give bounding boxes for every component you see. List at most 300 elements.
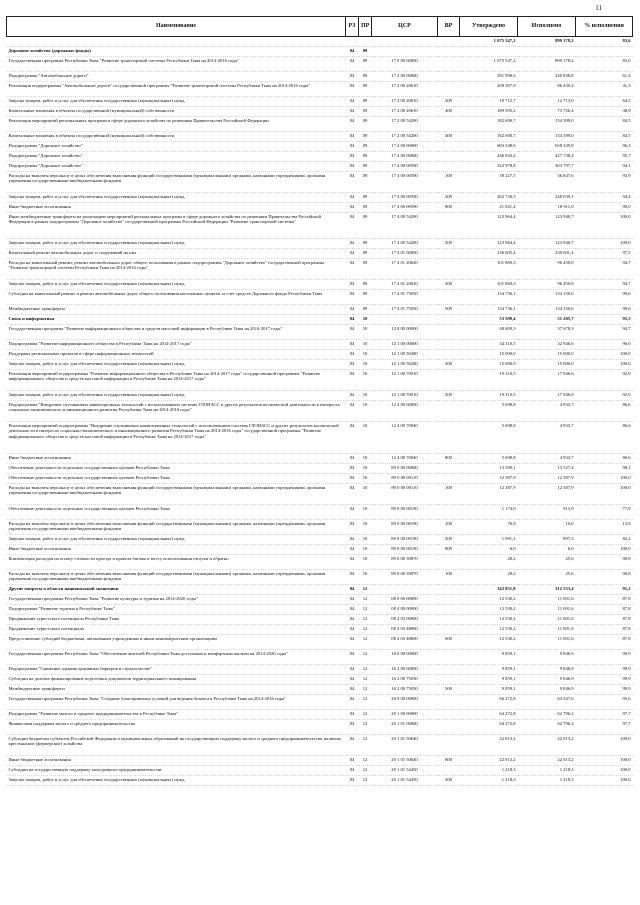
cell-pr: 10: [359, 484, 372, 505]
cell-approved: 22 013,2: [460, 756, 518, 766]
cell-pr: 10: [359, 535, 372, 545]
cell-percent: 95,5: [576, 315, 633, 325]
cell-pr: 12: [359, 735, 372, 756]
cell-rz: 04: [346, 315, 359, 325]
cell-approved: 34 310,5: [460, 340, 518, 350]
cell-csr: 17 2 00 20610: [372, 82, 438, 97]
cell-pr: 09: [359, 290, 372, 305]
table-row: [7, 625, 633, 635]
cell-rz: 04: [346, 360, 359, 370]
table-row: [7, 213, 633, 239]
cell-approved: 123 964,4: [460, 239, 518, 249]
cell-pr: 10: [359, 422, 372, 454]
cell-executed: 32 946,6: [518, 340, 576, 350]
cell-csr: 08 4 03 48800: [372, 635, 438, 650]
cell-rz: 04: [346, 710, 359, 720]
cell-approved: 5 698,8: [460, 401, 518, 422]
cell-percent: 94,1: [576, 162, 633, 172]
cell-rz: 04: [346, 117, 359, 132]
cell-csr: 12 1 00 50280: [372, 360, 438, 370]
cell-executed: 12 387,9: [518, 474, 576, 484]
table-row: [7, 193, 633, 203]
cell-vr: [438, 57, 460, 72]
table-row: [7, 107, 633, 117]
cell-executed: 240 838,8: [518, 72, 576, 82]
cell-vr: [438, 350, 460, 360]
cell-percent: 99,6: [576, 305, 633, 315]
cell-pr: 10: [359, 315, 372, 325]
cell-vr: 800: [438, 454, 460, 464]
cell-approved: 12 387,9: [460, 474, 518, 484]
cell-executed: 4 933,7: [518, 454, 576, 464]
cell-csr: 89 0 00 39870: [372, 570, 438, 585]
cell-executed: 11 001,6: [518, 625, 576, 635]
cell-name: Другие вопросы в области национальной экономики: [7, 585, 346, 595]
cell-rz: 04: [346, 340, 359, 350]
cell-approved: 9 859,1: [460, 665, 518, 675]
cell-executed: 123 940,7: [518, 213, 576, 239]
cell-approved: 1 091,1: [460, 535, 518, 545]
cell-executed: 96 450,8: [518, 280, 576, 290]
cell-pr: 09: [359, 57, 372, 72]
cell-percent: 96,0: [576, 340, 633, 350]
cell-percent: 87,8: [576, 605, 633, 615]
cell-percent: 98,1: [576, 464, 633, 474]
cell-rz: 04: [346, 474, 359, 484]
cell-approved: 64 272,8: [460, 720, 518, 735]
cell-executed: 36 847,6: [518, 172, 576, 193]
cell-vr: [438, 735, 460, 756]
cell-csr: 17 4 01 20620: [372, 280, 438, 290]
cell-csr: 17 4 01 20620: [372, 259, 438, 280]
cell-percent: 96,3: [576, 142, 633, 152]
cell-rz: 04: [346, 325, 359, 340]
table-row: [7, 239, 633, 249]
cell-approved: 209 307,9: [460, 82, 518, 97]
cell-pr: 10: [359, 401, 372, 422]
cell-pr: 10: [359, 464, 372, 474]
cell-vr: [438, 720, 460, 735]
cell-percent: 94,7: [576, 259, 633, 280]
cell-pr: 10: [359, 520, 372, 535]
table-row: [7, 505, 633, 520]
cell-csr: 17 4 00 00000: [372, 152, 438, 162]
cell-percent: 99,9: [576, 650, 633, 665]
cell-name: Расходы на выплаты персоналу в целях обеспечения выполнения функций государственными (муниципальными) органами, казенными учреждениями, органами управления государственными внебюджетными фондами: [7, 172, 346, 193]
cell-approved: 12 530,2: [460, 605, 518, 615]
cell-pr: 10: [359, 391, 372, 401]
cell-executed: 11 001,6: [518, 595, 576, 605]
cell-executed: 25,6: [518, 555, 576, 570]
cell-approved: 1 075 547,2: [460, 57, 518, 72]
cell-name: Поддержка региональных проектов в сфере информационных технологий: [7, 350, 346, 360]
cell-rz: 04: [346, 766, 359, 776]
cell-csr: 89 0 00 00190: [372, 545, 438, 555]
cell-executed: [518, 47, 576, 57]
cell-csr: 17 2 00 54200: [372, 117, 438, 132]
cell-vr: 100: [438, 520, 460, 535]
cell-pr: 12: [359, 635, 372, 650]
cell-pr: 09: [359, 47, 372, 57]
cell-csr: [372, 585, 438, 595]
cell-rz: 04: [346, 555, 359, 570]
cell-rz: 04: [346, 249, 359, 259]
cell-name: Субсидии бюджетам субъектов Российской Федерации и муниципальных образований на государственную поддержку малого и среднего предпринимательства, включая крестьянские (фермерские) хозяйства: [7, 735, 346, 756]
cell-percent: 100,0: [576, 484, 633, 505]
cell-percent: 99,9: [576, 665, 633, 675]
table-row: [7, 520, 633, 535]
cell-rz: 04: [346, 685, 359, 695]
cell-name: Государственная программа "Развитие информационного общества и средств массовой информации в Республике Тыва на 2014-2017 годы": [7, 325, 346, 340]
cell-percent: 38,9: [576, 107, 633, 117]
cell-percent: 94,7: [576, 280, 633, 290]
cell-executed: 51 205,7: [518, 315, 576, 325]
cell-executed: 134 150,6: [518, 305, 576, 315]
cell-vr: [438, 370, 460, 391]
cell-csr: 17 4 00 00590: [372, 203, 438, 213]
cell-pr: 10: [359, 454, 372, 464]
cell-executed: 154 399,0: [518, 132, 576, 142]
table-row: [7, 735, 633, 756]
table-row: [7, 117, 633, 132]
cell-percent: 99,9: [576, 685, 633, 695]
cell-name: Дорожное хозяйство (дорожные фонды): [7, 47, 346, 57]
cell-pr: 09: [359, 172, 372, 193]
cell-rz: 04: [346, 47, 359, 57]
cell-rz: 04: [346, 280, 359, 290]
cell-csr: 08 4 03 48800: [372, 625, 438, 635]
cell-percent: 97,7: [576, 720, 633, 735]
cell-csr: 16 2 00 75030: [372, 685, 438, 695]
cell-rz: 04: [346, 107, 359, 117]
cell-name: Иные бюджетные ассигнования: [7, 454, 346, 464]
cell-csr: 20 1 01 54450: [372, 776, 438, 786]
cell-vr: [438, 315, 460, 325]
table-row: [7, 132, 633, 142]
cell-csr: 12 1 00 70010: [372, 370, 438, 391]
cell-executed: 96 450,8: [518, 259, 576, 280]
cell-vr: 200: [438, 776, 460, 786]
table-row: [7, 720, 633, 735]
cell-approved: 53 599,4: [460, 315, 518, 325]
cell-approved: 9 859,1: [460, 675, 518, 685]
cell-rz: 04: [346, 665, 359, 675]
cell-rz: 04: [346, 695, 359, 710]
table-row: [7, 650, 633, 665]
cell-vr: [438, 37, 460, 47]
header-percent: % исполнения: [576, 17, 633, 37]
budget-table: [6, 16, 633, 786]
table-row: [7, 595, 633, 605]
cell-rz: 04: [346, 239, 359, 249]
cell-approved: 391 998,6: [460, 72, 518, 82]
cell-csr: 17 2 00 54200: [372, 132, 438, 142]
cell-pr: 12: [359, 595, 372, 605]
cell-percent: 86,6: [576, 454, 633, 464]
cell-name: Подпрограмма "Развитие туризма в Республике Тыва": [7, 605, 346, 615]
cell-vr: [438, 290, 460, 305]
cell-csr: 12 0 00 00000: [372, 325, 438, 340]
cell-approved: 12 387,9: [460, 484, 518, 505]
cell-percent: 86,6: [576, 401, 633, 422]
cell-vr: 200: [438, 97, 460, 107]
cell-name: Государственная программа Республики Тыва "Создание благоприятных условий для ведения бизнеса в Республике Тыва на 2014-2016 годы": [7, 695, 346, 710]
cell-pr: 10: [359, 555, 372, 570]
table-row: [7, 464, 633, 474]
cell-approved: 1 075 547,2: [460, 37, 518, 47]
cell-csr: 12 4 00 70040: [372, 422, 438, 454]
cell-approved: 683 548,6: [460, 142, 518, 152]
cell-executed: 899 178,2: [518, 57, 576, 72]
cell-pr: 09: [359, 132, 372, 142]
cell-approved: 446 943,2: [460, 152, 518, 162]
cell-pr: 12: [359, 585, 372, 595]
cell-approved: 12 530,2: [460, 625, 518, 635]
cell-name: Капитальные вложения в объекты государственной (муниципальной) собственности: [7, 132, 346, 142]
cell-rz: 04: [346, 97, 359, 107]
cell-executed: 25,6: [518, 570, 576, 585]
cell-rz: 04: [346, 720, 359, 735]
cell-name: Реализация мероприятий подпрограммы "Развитие информационного общества в Республике Тыва на 2014-2017 годы" государственной программы "Развитие информационного общества и средств массовой информации в Республике Тыва на 2014-2017 годы": [7, 370, 346, 391]
cell-pr: 09: [359, 117, 372, 132]
cell-executed: 11 001,6: [518, 635, 576, 650]
cell-pr: 12: [359, 766, 372, 776]
table-row: [7, 675, 633, 685]
cell-percent: 100,0: [576, 735, 633, 756]
cell-executed: 4 933,7: [518, 422, 576, 454]
cell-rz: 04: [346, 595, 359, 605]
cell-rz: 04: [346, 350, 359, 360]
cell-pr: 09: [359, 72, 372, 82]
cell-name: Капитальный ремонт автомобильных дорог и сооружений на них: [7, 249, 346, 259]
cell-pr: 09: [359, 280, 372, 290]
cell-csr: 16 2 00 75030: [372, 675, 438, 685]
table-row: [7, 162, 633, 172]
cell-name: Подпрограмма "Дорожное хозяйство": [7, 142, 346, 152]
cell-vr: 100: [438, 172, 460, 193]
cell-vr: 200: [438, 280, 460, 290]
cell-approved: 12 530,2: [460, 635, 518, 650]
table-row: [7, 47, 633, 57]
cell-executed: 6,0: [518, 545, 576, 555]
cell-vr: [438, 625, 460, 635]
cell-name: Реализация мероприятий региональных программ в сфере дорожного хозяйства по решениям Правительства Российской Федерации: [7, 117, 346, 132]
table-row: [7, 756, 633, 766]
cell-percent: 90,8: [576, 570, 633, 585]
table-header-row: [7, 17, 633, 37]
cell-percent: 61,4: [576, 72, 633, 82]
table-row: [7, 535, 633, 545]
cell-percent: 94,4: [576, 193, 633, 203]
cell-pr: 12: [359, 615, 372, 625]
cell-executed: 897,3: [518, 535, 576, 545]
cell-pr: 09: [359, 305, 372, 315]
cell-executed: 12 387,9: [518, 484, 576, 505]
table-body: [7, 37, 633, 786]
cell-csr: [372, 315, 438, 325]
header-pr: ПР: [359, 17, 372, 37]
cell-vr: [438, 595, 460, 605]
table-row: [7, 766, 633, 776]
cell-csr: 12 1 00 70010: [372, 391, 438, 401]
cell-csr: 17 4 00 00000: [372, 142, 438, 152]
cell-approved: 12 530,2: [460, 615, 518, 625]
cell-csr: 89 0 00 00110: [372, 484, 438, 505]
cell-approved: 28,2: [460, 570, 518, 585]
cell-percent: 100,0: [576, 239, 633, 249]
cell-pr: 10: [359, 350, 372, 360]
cell-executed: 10,6: [518, 520, 576, 535]
cell-pr: 09: [359, 193, 372, 203]
cell-executed: 73 726,4: [518, 107, 576, 117]
cell-pr: 09: [359, 97, 372, 107]
cell-executed: 62 796,2: [518, 720, 576, 735]
cell-approved: 5 698,8: [460, 422, 518, 454]
table-row: [7, 325, 633, 340]
cell-pr: 12: [359, 776, 372, 786]
cell-executed: 17 946,6: [518, 370, 576, 391]
cell-pr: 09: [359, 259, 372, 280]
cell-percent: 84,5: [576, 132, 633, 142]
cell-pr: 12: [359, 650, 372, 665]
cell-percent: 99,6: [576, 290, 633, 305]
table-row: [7, 290, 633, 305]
cell-csr: 17 2 00 20610: [372, 107, 438, 117]
cell-csr: 20 1 01 50640: [372, 735, 438, 756]
cell-executed: 1 218,3: [518, 776, 576, 786]
cell-executed: 312 533,4: [518, 585, 576, 595]
cell-rz: 04: [346, 625, 359, 635]
cell-name: Подпрограмма "Снижение административных барьеров в строительстве": [7, 665, 346, 675]
table-row: [7, 635, 633, 650]
cell-rz: 04: [346, 259, 359, 280]
cell-executed: 13 527,4: [518, 464, 576, 474]
cell-rz: 04: [346, 162, 359, 172]
cell-vr: [438, 615, 460, 625]
cell-name: Подпрограмма "Развитие информационного общества в Республике Тыва на 2014-2017 годы": [7, 340, 346, 350]
cell-pr: 12: [359, 720, 372, 735]
cell-executed: 17 946,6: [518, 391, 576, 401]
cell-vr: [438, 766, 460, 776]
cell-rz: 04: [346, 142, 359, 152]
cell-approved: 343 851,8: [460, 585, 518, 595]
cell-vr: 400: [438, 107, 460, 117]
cell-name: Расходы на выплаты персоналу в целях обеспечения выполнения функций государственными (муниципальными) органами, казенными учреждениями, органами управления государственными внебюджетными фондами: [7, 484, 346, 505]
cell-percent: 100,0: [576, 350, 633, 360]
cell-csr: 17 2 00 20610: [372, 97, 438, 107]
cell-pr: 10: [359, 474, 372, 484]
cell-csr: 16 0 00 00000: [372, 650, 438, 665]
cell-percent: 82,2: [576, 535, 633, 545]
cell-executed: 37 678,3: [518, 325, 576, 340]
cell-rz: 04: [346, 82, 359, 97]
cell-csr: 08 0 00 00000: [372, 595, 438, 605]
cell-csr: 16 2 00 00000: [372, 665, 438, 675]
cell-executed: 4 933,7: [518, 401, 576, 422]
cell-executed: 63 347,6: [518, 695, 576, 710]
cell-executed: 22 013,2: [518, 756, 576, 766]
cell-pr: 12: [359, 625, 372, 635]
cell-executed: 9 846,9: [518, 665, 576, 675]
cell-executed: 15 000,0: [518, 350, 576, 360]
cell-vr: 500: [438, 685, 460, 695]
cell-percent: 92,9: [576, 370, 633, 391]
cell-vr: [438, 259, 460, 280]
cell-rz: 04: [346, 172, 359, 193]
cell-rz: 04: [346, 370, 359, 391]
cell-rz: 04: [346, 484, 359, 505]
cell-executed: 658 339,8: [518, 142, 576, 152]
cell-percent: 94,7: [576, 325, 633, 340]
header-executed: Исполнено: [518, 17, 576, 37]
cell-approved: 134 736,1: [460, 290, 518, 305]
cell-percent: 64,5: [576, 97, 633, 107]
cell-vr: 500: [438, 305, 460, 315]
table-row: [7, 454, 633, 464]
cell-percent: 13,8: [576, 520, 633, 535]
cell-rz: 04: [346, 605, 359, 615]
cell-percent: 87,8: [576, 615, 633, 625]
cell-vr: [438, 505, 460, 520]
cell-vr: [438, 675, 460, 685]
cell-percent: 90,0: [576, 203, 633, 213]
cell-vr: 200: [438, 239, 460, 249]
cell-vr: [438, 585, 460, 595]
cell-percent: 95,6: [576, 695, 633, 710]
cell-percent: 41,3: [576, 82, 633, 97]
cell-vr: [438, 213, 460, 239]
cell-percent: 92,9: [576, 391, 633, 401]
table-row: [7, 305, 633, 315]
cell-rz: 04: [346, 635, 359, 650]
cell-vr: 200: [438, 360, 460, 370]
cell-executed: 86 439,4: [518, 82, 576, 97]
cell-rz: 04: [346, 422, 359, 454]
cell-approved: 134 736,1: [460, 305, 518, 315]
cell-name: Реализация подпрограммы "Автомобильные дороги" государственной программы "Развитие транспортной системы Республики Тыва на 2014-2016 годы": [7, 82, 346, 97]
table-row: [7, 422, 633, 454]
table-row: [7, 474, 633, 484]
cell-rz: 04: [346, 735, 359, 756]
header-csr: ЦСР: [372, 17, 438, 37]
cell-percent: 90,8: [576, 555, 633, 570]
cell-percent: 91,2: [576, 585, 633, 595]
table-row: [7, 340, 633, 350]
cell-percent: 84,5: [576, 117, 633, 132]
cell-vr: [438, 152, 460, 162]
cell-percent: 100,0: [576, 213, 633, 239]
table-row: [7, 57, 633, 72]
cell-vr: [438, 650, 460, 665]
cell-name: Связь и информатика: [7, 315, 346, 325]
table-row: [7, 615, 633, 625]
cell-rz: 04: [346, 520, 359, 535]
cell-approved: 1 218,3: [460, 766, 518, 776]
cell-pr: 12: [359, 665, 372, 675]
cell-name: Государственная программа Республики Тыва "Развитие транспортной системы Республики Тыва на 2014-2016 годы": [7, 57, 346, 72]
cell-approved: 101 869,3: [460, 259, 518, 280]
cell-approved: 19 310,5: [460, 370, 518, 391]
cell-rz: 04: [346, 615, 359, 625]
cell-approved: [460, 47, 518, 57]
cell-name: Продвижение туристского потенциала Республики Тыва: [7, 615, 346, 625]
cell-rz: 04: [346, 650, 359, 665]
cell-name: Иные бюджетные ассигнования: [7, 756, 346, 766]
cell-vr: [438, 422, 460, 454]
cell-vr: 800: [438, 756, 460, 766]
cell-name: Иные бюджетные ассигнования: [7, 545, 346, 555]
cell-name: Расходы на выплаты персоналу в целях обеспечения выполнения функций государственными (муниципальными) органами, казенными учреждениями, органами управления государственными внебюджетными фондами: [7, 570, 346, 585]
